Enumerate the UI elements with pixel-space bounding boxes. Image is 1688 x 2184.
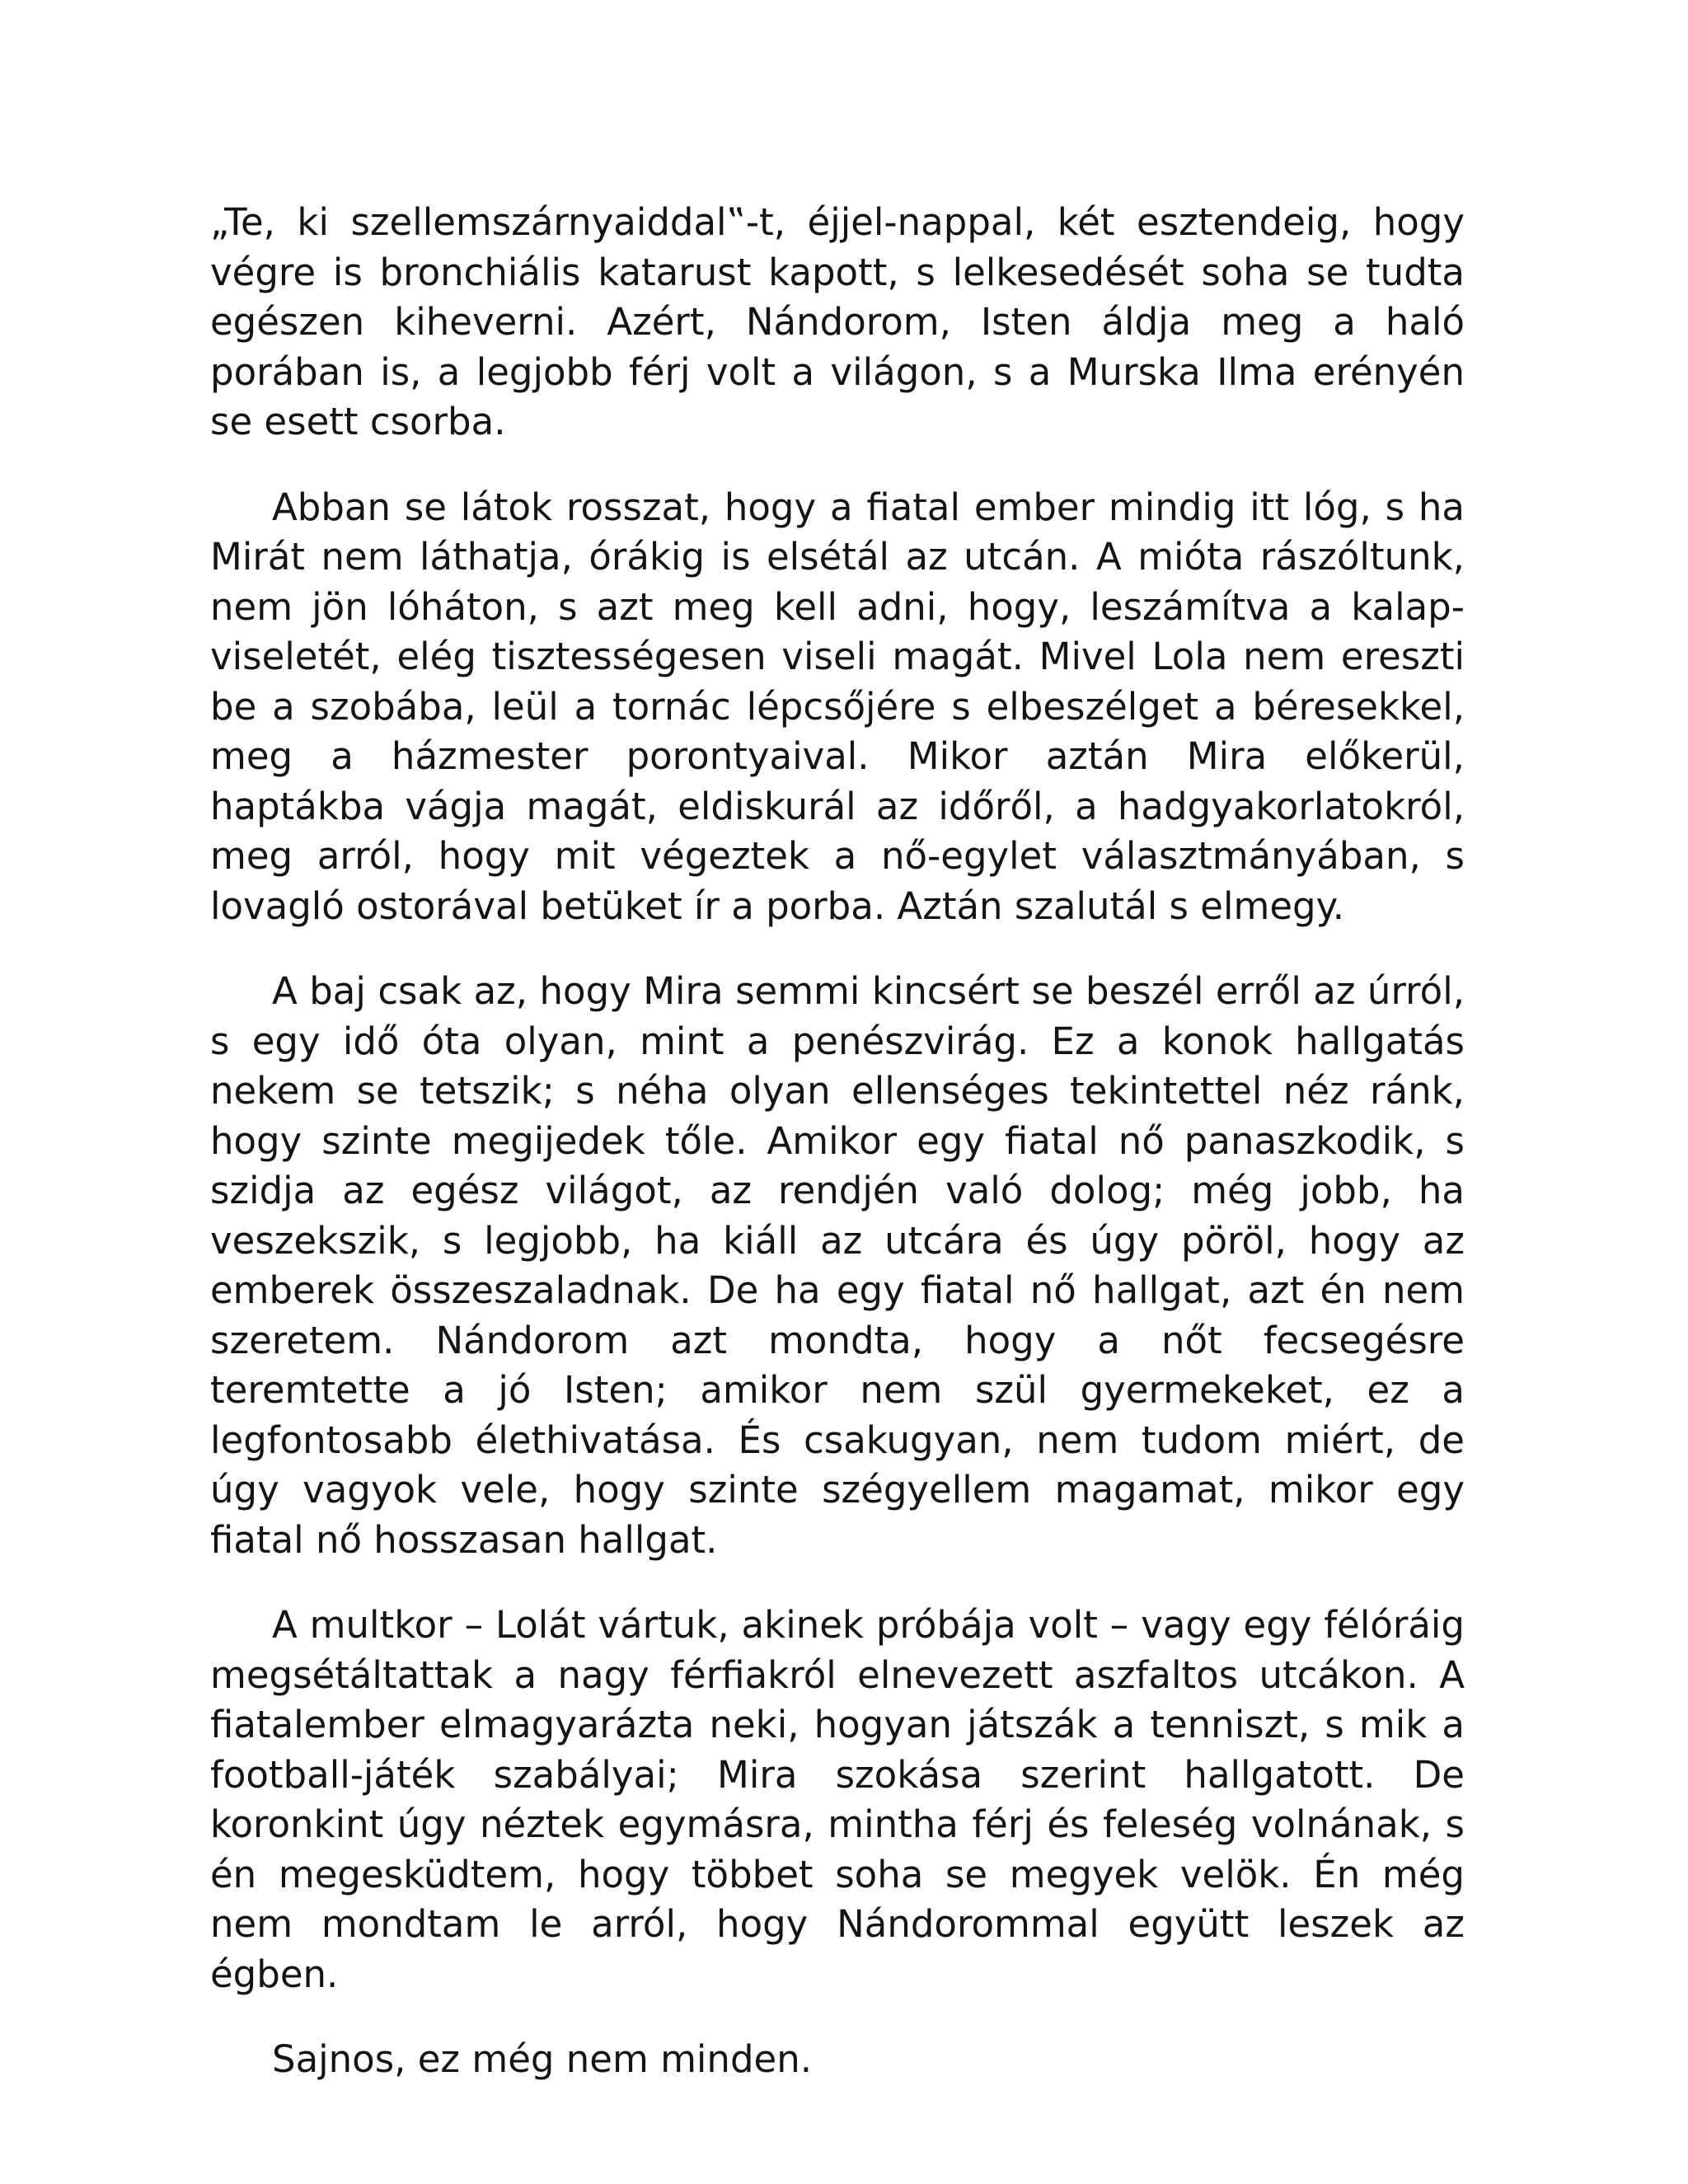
paragraph: „Te, ki szellemszárnyaiddal‟-t, éjjel-nappal, két esztendeig, hogy végre is bronchiális katarust kapott, s lelkesedését soha se tudta egészen kiheverni. Azért, Nándorom, Isten áldja meg a haló porában is, a legjobb férj volt a világon, s a Murska Ilma erényén se esett csorba. — [210, 200, 1465, 443]
paragraph: A multkor – Lolát vártuk, akinek próbája volt – vagy egy félóráig megsétáltattak a nagy férfiakról elnevezett aszfaltos utcákon. A fiatalember elmagyarázta neki, hogyan játszák a tenniszt, s mik a football-játék szabályai; Mira szokása szerint hallgatott. De koronkint úgy néztek egymásra, mintha férj és feleség volnának, s én megesküdtem, hogy többet soha se megyek velök. Én még nem mondtam le arról, hogy Nándorommal együtt leszek az égben. — [210, 1603, 1465, 1996]
paragraph: A baj csak az, hogy Mira semmi kincsért se beszél erről az úrról, s egy idő óta olyan, mint a penészvirág. Ez a konok hallgatás nekem se tetszik; s néha olyan ellenséges tekintettel néz ránk, hogy szinte megijedek tőle. Amikor egy fiatal nő panaszkodik, s szidja az egész világot, az rendjén való dolog; még jobb, ha veszekszik, s legjobb, ha kiáll az utcára és úgy pöröl, hogy az emberek összeszaladnak. De ha egy fiatal nő hallgat, azt én nem szeretem. Nándorom azt mondta, hogy a nőt fecsegésre teremtette a jó Isten; amikor nem szül gyermekeket, ez a legfontosabb élethivatása. És csakugyan, nem tudom miért, de úgy vagyok vele, hogy szinte szégyellem magamat, mikor egy fiatal nő hosszasan hallgat. — [210, 969, 1465, 1562]
paragraph: Abban se látok rosszat, hogy a fiatal ember mindig itt lóg, s ha Mirát nem láthatja, órákig is elsétál az utcán. A mióta rászóltunk, nem jön lóháton, s azt meg kell adni, hogy, leszámítva a kalap-viseletét, elég tisztességesen viseli magát. Mivel Lola nem ereszti be a szobába, leül a tornác lépcsőjére s elbeszélget a béresekkel, meg a házmester porontyaival. Mikor aztán Mira előkerül, haptákba vágja magát, eldiskurál az időről, a hadgyakorlatokról, meg arról, hogy mit végeztek a nő-egylet választmányában, s lovagló ostorával betüket ír a porba. Aztán szalutál s elmegy. — [210, 485, 1465, 928]
body-text — [210, 198, 1465, 2121]
paragraph: Sajnos, ez még nem minden. — [272, 2037, 813, 2081]
